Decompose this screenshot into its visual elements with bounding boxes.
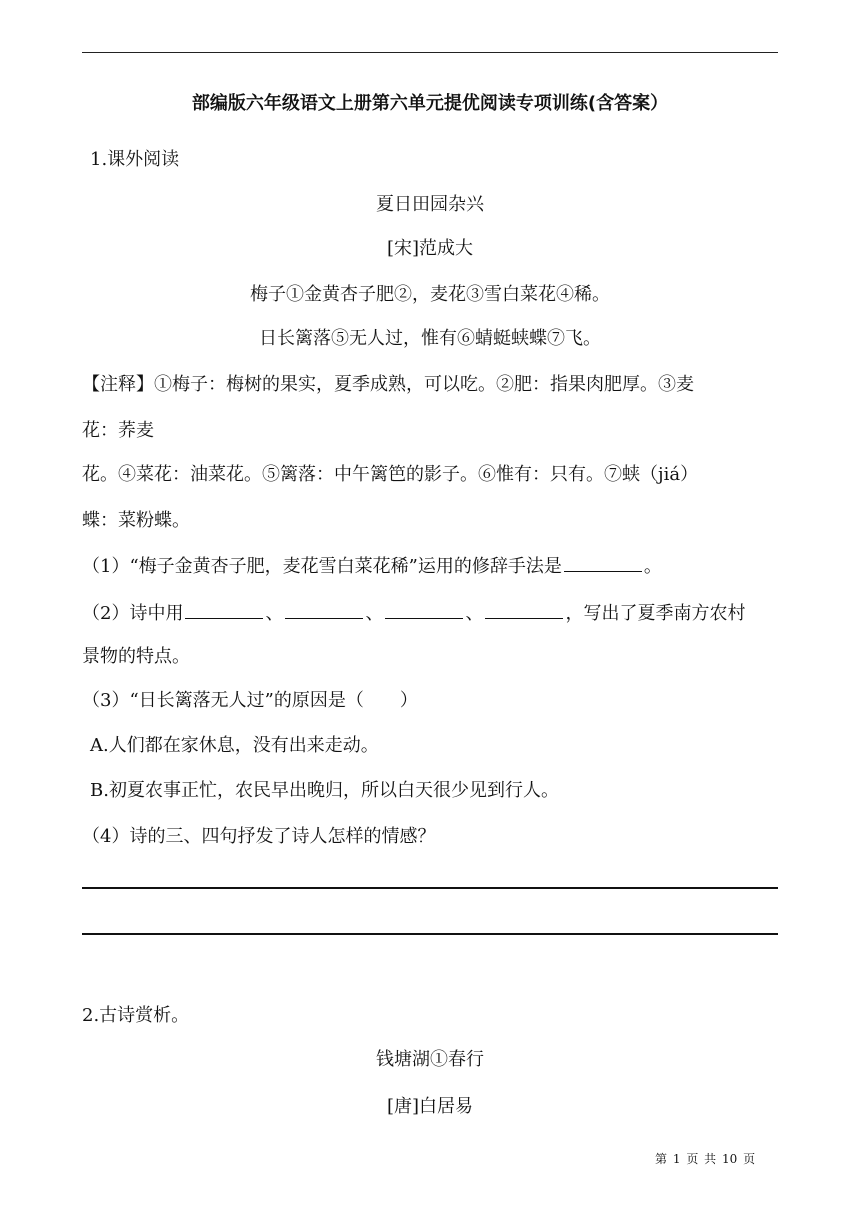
q1-heading: 1.课外阅读 (90, 149, 180, 170)
q1-option-a: A.人们都在家休息，没有出来走动。 (90, 735, 379, 756)
answer-blank-1[interactable] (185, 600, 263, 619)
footer-ye: 页 (686, 1152, 699, 1166)
q2-poem-title: 钱塘湖①春行 (376, 1049, 484, 1070)
document-title: 部编版六年级语文上册第六单元提优阅读专项训练(含答案） (191, 93, 669, 114)
q1-poem-line-2: 日长篱落⑤无人过，惟有⑥蜻蜓蛱蝶⑦飞。 (259, 328, 601, 349)
answer-blank-3[interactable] (385, 600, 463, 619)
footer-gong: 共 (704, 1152, 717, 1166)
q1-sub-3: （3）“日长篱落无人过”的原因是（ ） (82, 690, 418, 711)
total-pages: 10 (722, 1152, 738, 1166)
q1-note-line-4: 蝶：菜粉蝶。 (82, 510, 190, 531)
answer-blank-2[interactable] (285, 600, 363, 619)
answer-line-1[interactable] (82, 887, 778, 889)
header-rule (82, 52, 778, 53)
q1-poem-author: [宋]范成大 (386, 238, 474, 259)
q1-sub-1-text: （1）“梅子金黄杏子肥，麦花雪白菜花稀”运用的修辞手法是 (82, 556, 562, 577)
separator: 、 (365, 603, 384, 624)
q1-sub-2-line-2: 景物的特点。 (82, 646, 190, 667)
footer-ye2: 页 (743, 1152, 756, 1166)
page-number: 1 (672, 1152, 681, 1166)
q1-poem-title: 夏日田园杂兴 (376, 194, 484, 215)
q1-sub-2-text: （2）诗中用 (82, 603, 184, 624)
q2-poem-author: [唐]白居易 (386, 1096, 474, 1117)
answer-blank-4[interactable] (485, 600, 563, 619)
q1-note-line-3: 花。④菜花：油菜花。⑤篱落：中午篱笆的影子。⑥惟有：只有。⑦蛱（jiá） (82, 464, 699, 485)
q1-note-line-1: 【注释】①梅子：梅树的果实，夏季成熟，可以吃。②肥：指果肉肥厚。③麦 (82, 374, 694, 395)
q1-sub-4: （4）诗的三、四句抒发了诗人怎样的情感？ (82, 826, 436, 847)
q1-option-b: B.初夏农事正忙，农民早出晚归，所以白天很少见到行人。 (90, 780, 559, 801)
separator: 、 (465, 603, 484, 624)
footer-di: 第 (655, 1152, 668, 1166)
q1-sub-1-end: 。 (643, 556, 662, 577)
q1-poem-line-1: 梅子①金黄杏子肥②，麦花③雪白菜花④稀。 (250, 284, 610, 305)
q1-sub-1 (82, 553, 662, 579)
page-footer (655, 1150, 757, 1167)
answer-line-2[interactable] (82, 933, 778, 935)
separator: 、 (265, 603, 284, 624)
answer-blank[interactable] (564, 553, 642, 572)
q1-note-line-2: 花：荞麦 (82, 420, 154, 441)
q1-sub-2-end: ，写出了夏季南方农村 (565, 603, 746, 624)
q1-sub-2 (82, 600, 745, 626)
q2-heading: 2.古诗赏析。 (82, 1005, 190, 1026)
